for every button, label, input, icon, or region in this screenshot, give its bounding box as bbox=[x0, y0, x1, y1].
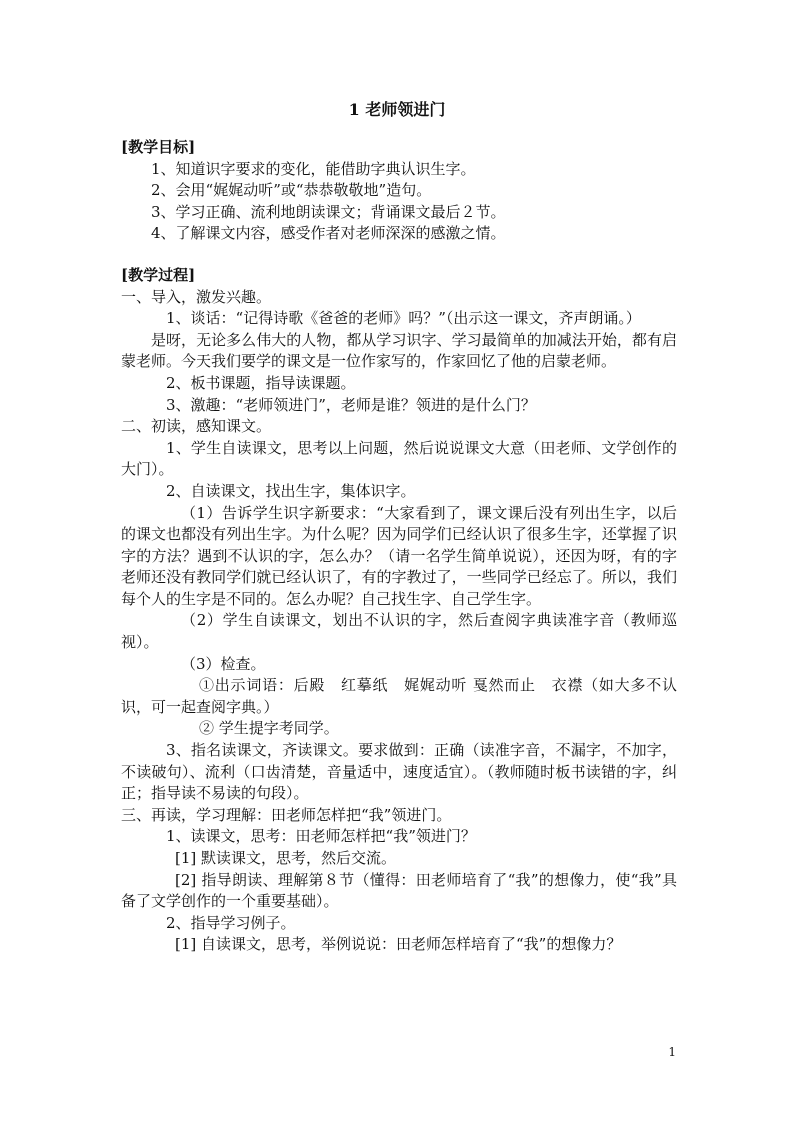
goal-item: 4、了解课文内容，感受作者对老师深深的感激之情。 bbox=[151, 224, 506, 243]
step-paragraph: 1、读课文，思考：田老师怎样把“我”领进门？ bbox=[166, 827, 476, 846]
section-heading: 三、再读，学习理解：田老师怎样把“我”领进门。 bbox=[121, 805, 452, 824]
goals-heading: [教学目标] bbox=[121, 138, 196, 156]
page-number: 1 bbox=[668, 1045, 676, 1059]
step-paragraph: 1、谈话：“记得诗歌《爸爸的老师》吗？”（出示这一课文，齐声朗诵。） bbox=[166, 309, 641, 328]
goal-item: 1、知道识字要求的变化，能借助字典认识生字。 bbox=[151, 159, 476, 178]
step-paragraph: （1）告诉学生识字新要求：“大家看到了，课文课后没有列出生字，以后的课文也都没有列出生字。为什么呢？因为同学们已经认识了很多生字，还掌握了识字的方法？遇到不认识的字，怎么办？（请一名学生简单说说），还因为呀，有的字老师还没有教同学们就已经认识了，有的字教过了，一些同学已经忘了。所以，我们每个人的生字是不同的。怎么办呢？自己找生字、自己学生字。 bbox=[121, 503, 677, 608]
step-paragraph: ①出示词语：后殿 红摹纸 娓娓动听 戛然而止 衣襟（如大多不认识，可一起查阅字典。） bbox=[121, 676, 677, 716]
document-body bbox=[121, 137, 677, 956]
step-paragraph: 2、板书课题，指导读课题。 bbox=[166, 373, 356, 392]
step-paragraph: [1] 自读课文，思考，举例说说：田老师怎样培育了“我”的想像力？ bbox=[175, 935, 622, 954]
step-paragraph: [1] 默读课文，思考，然后交流。 bbox=[175, 849, 397, 867]
step-paragraph: [2] 指导朗读、理解第８节（懂得：田老师培育了“我”的想像力，使“我”具备了文学创作的一个重要基础）。 bbox=[121, 870, 677, 911]
step-paragraph: 1、学生自读课文，思考以上问题，然后说说课文大意（田老师、文学创作的大门）。 bbox=[121, 438, 677, 479]
section-gap bbox=[121, 245, 677, 265]
step-paragraph: 2、指导学习例子。 bbox=[166, 913, 296, 932]
step-paragraph: （3）检查。 bbox=[181, 654, 266, 673]
goal-item: 2、会用“娓娓动听”或“恭恭敬敬地”造句。 bbox=[151, 181, 432, 200]
section-heading: 一、导入，激发兴趣。 bbox=[121, 287, 272, 306]
step-paragraph: ② 学生提字考同学。 bbox=[199, 719, 339, 738]
section-heading: 二、初读，感知课文。 bbox=[121, 417, 272, 436]
step-paragraph: 是呀，无论多么伟大的人物，都从学习识字、学习最简单的加减法开始，都有启蒙老师。今天我们要学的课文是一位作家写的，作家回忆了他的启蒙老师。 bbox=[121, 330, 677, 371]
step-paragraph: 2、自读课文，找出生字，集体识字。 bbox=[166, 481, 416, 500]
goal-item: 3、学习正确、流利地朗读课文；背诵课文最后２节。 bbox=[151, 202, 506, 221]
process-heading: [教学过程] bbox=[121, 265, 196, 284]
step-paragraph: 3、激趣：“老师领进门”，老师是谁？领进的是什么门？ bbox=[166, 395, 536, 414]
step-paragraph: （2）学生自读课文，划出不认识的字，然后查阅字典读准字音（教师巡视）。 bbox=[121, 611, 677, 652]
step-paragraph: 3、指名读课文，齐读课文。要求做到：正确（读准字音，不漏字，不加字，不读破句）、流利（口齿清楚，音量适中，速度适宜）。（教师随时板书读错的字，纠正；指导读不易读的句段）。 bbox=[121, 741, 677, 803]
page-title: 1 老师领进门 bbox=[348, 100, 446, 119]
